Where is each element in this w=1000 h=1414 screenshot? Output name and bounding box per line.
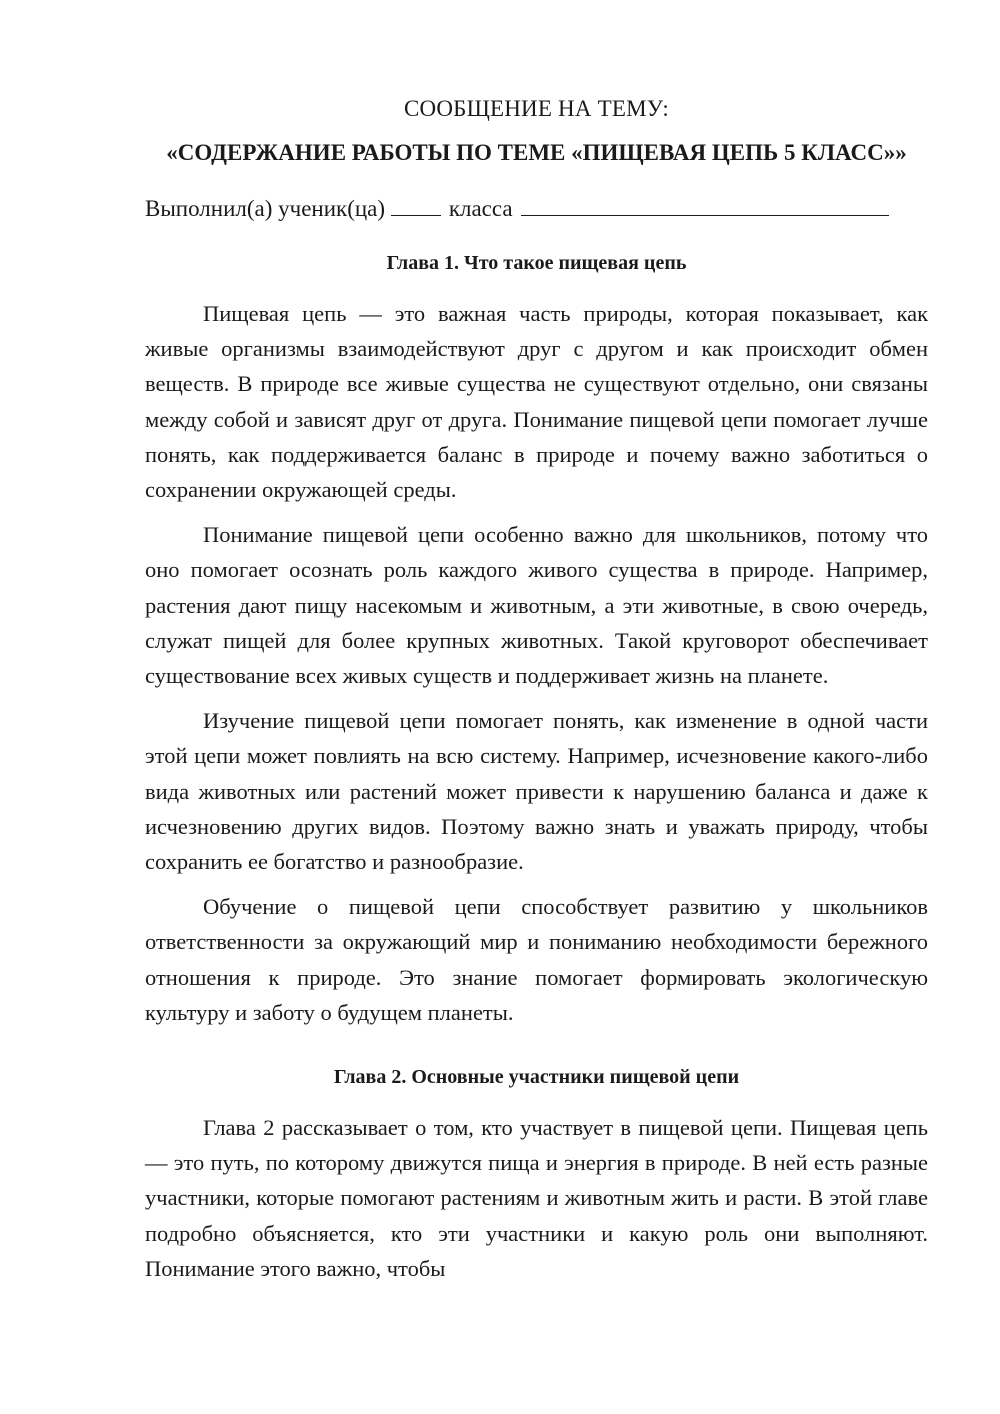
class-blank — [521, 193, 889, 216]
class-label: класса — [448, 196, 513, 221]
chapter-1-paragraph: Обучение о пищевой цепи способствует развитию у школьников ответственности за окружающий мир и пониманию необходимости бережного отношения к природе. Это знание помогает формировать экологическую культуру и заботу о будущем планеты. — [145, 894, 928, 1025]
document-heading: СООБЩЕНИЕ НА ТЕМУ: — [404, 96, 669, 121]
chapter-1-paragraph: Пищевая цепь — это важная часть природы, которая показывает, как живые организмы взаимодействуют друг с другом и как происходит обмен веществ. В природе все живые существа не существуют отдельно, они связаны между собой и зависят друг от друга. Понимание пищевой цепи помогает лучше понять, как поддерживается баланс в природе и почему важно заботиться о сохранении окружающей среды. — [145, 301, 928, 503]
document-title: «СОДЕРЖАНИЕ РАБОТЫ ПО ТЕМЕ «ПИЩЕВАЯ ЦЕПЬ 5 КЛАСС»» — [166, 140, 907, 165]
author-label: Выполнил(а) ученик(ца) — [145, 196, 386, 221]
author-line — [145, 192, 928, 226]
chapter-1-paragraph: Изучение пищевой цепи помогает понять, как изменение в одной части этой цепи может повлиять на всю систему. Например, исчезновение какого-либо вида животных или растений может привести к нарушению баланса и даже к исчезновению других видов. Поэтому важно знать и уважать природу, чтобы сохранить ее богатство и разнообразие. — [145, 708, 928, 875]
chapter-1-paragraph: Понимание пищевой цепи особенно важно для школьников, потому что оно помогает осознать роль каждого живого существа в природе. Например, растения дают пищу насекомым и животным, а эти животные, в свою очередь, служат пищей для более крупных животных. Такой круговорот обеспечивает существование всех живых существ и поддерживает жизнь на планете. — [145, 522, 928, 689]
chapter-2-title: Глава 2. Основные участники пищевой цепи — [333, 1066, 740, 1089]
document-page — [145, 92, 928, 1286]
chapter-2-paragraph: Глава 2 рассказывает о том, кто участвует в пищевой цепи. Пищевая цепь — это путь, по которому движутся пища и энергия в природе. В ней есть разные участники, которые помогают растениям и животным жить и расти. В этой главе подробно объясняется, кто эти участники и какую роль они выполняют. Понимание этого важно, чтобы — [145, 1115, 928, 1281]
chapter-1-title: Глава 1. Что такое пищевая цепь — [386, 252, 687, 274]
grade-blank — [391, 193, 441, 216]
